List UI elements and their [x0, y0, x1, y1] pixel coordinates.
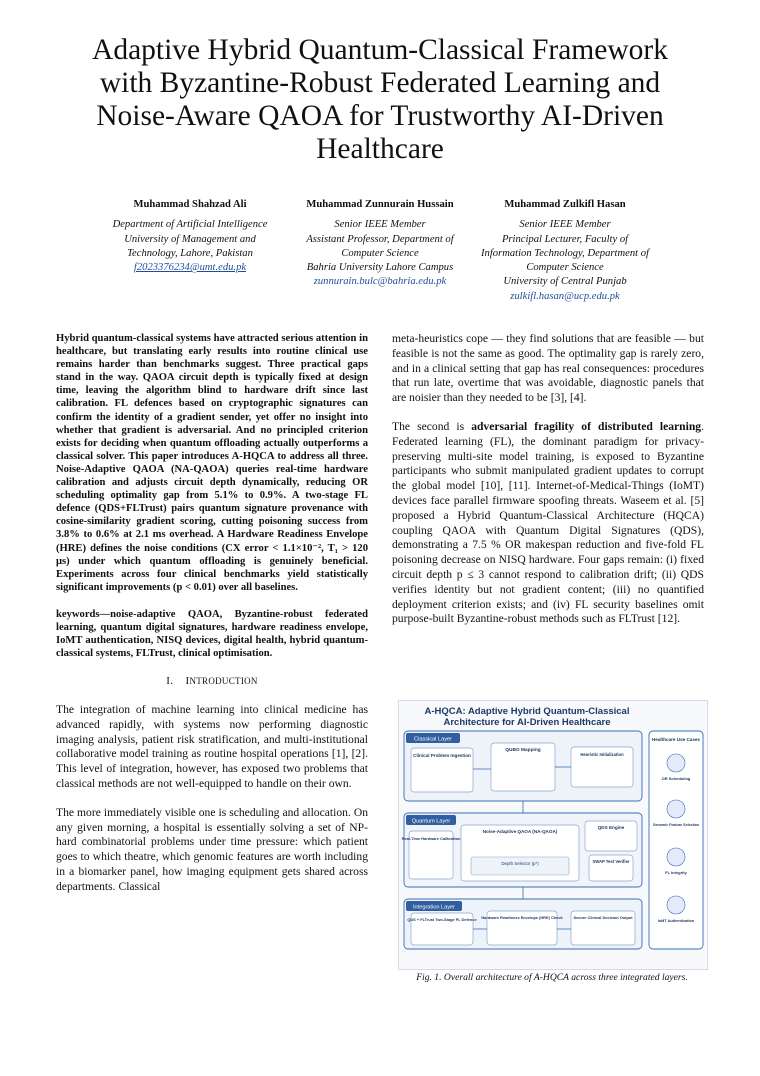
layer-label: Quantum Layer [411, 818, 451, 825]
author-block-1 [90, 198, 290, 275]
author-affiliation: Information Technology, Department of [481, 247, 649, 259]
box-label: QDS Engine [597, 825, 625, 830]
classical-layer-panel [404, 731, 642, 801]
author-affiliation: Assistant Professor, Department of [306, 233, 454, 245]
use-case-label: IoMT Authentication [657, 919, 695, 923]
author-affiliation: University of Central Punjab [503, 276, 627, 288]
section-rest: NTRODUCTION [189, 676, 258, 687]
architecture-figure [398, 700, 708, 970]
genomic-icon [667, 800, 685, 818]
author-affiliation: Principal Lecturer, Faculty of [501, 233, 629, 245]
use-case-label: FL Integrity [665, 870, 687, 875]
box-label: Hardware Readiness Envelope (HRE) Check [481, 915, 563, 920]
author-affiliation: University of Management and [124, 233, 256, 245]
or-scheduling-icon [667, 754, 685, 772]
title-line: Noise-Aware QAOA for Trustworthy AI-Driven [96, 100, 664, 132]
abstract: Hybrid quantum-classical systems have attracted serious attention in healthcare, but translating early results into routine clinical use remains harder than benchmarks suggest. Three practical gaps stand in the way. QAOA circuit depth is typically fixed at design time, leaving the algorithm blind to hardware drift since last calibration. FL defences based on cryptographic signatures can confirm the identity of a gradient sender, yet offer no insight into whether that gradient is adversarial. And no principled criterion exists for deciding when quantum offloading actually outperforms a classical solver. This paper introduces A-HQCA to address all three. Noise-Adaptive QAOA (NA-QAOA) queries real-time hardware calibration and adjusts circuit depth dynamically, reducing OR scheduling optimality gap from 5.1% to 0.9%. A two-stage FL defence (QDS+FLTrust) pairs quantum signature provenance with cosine-similarity gradient scoring, cutting poisoning success from 3.8% to 0.6% at 2.1 ms overhead. A Hardware Readiness Envelope (HRE) defines the noise conditions (CX error < 1.1×10⁻², T₁ > 120 μs) under which quantum offloading is genuinely beneficial. Experiments across four clinical benchmarks yield statistically significant improvements (p < 0.01) over all baselines. [56, 333, 368, 593]
panel-label: Healthcare Use Cases [651, 737, 701, 742]
figure-title-line: A-HQCA: Adaptive Hybrid Quantum-Classical [424, 706, 630, 717]
paper-title [40, 34, 720, 166]
author-block-3 [460, 198, 670, 304]
author-name: Muhammad Zunnurain Hussain [306, 199, 454, 210]
author-affiliation: Computer Science [526, 262, 604, 274]
author-email-link[interactable]: zunnurain.bulc@bahria.edu.pk [313, 276, 447, 288]
box-label: Depth Selector (p*) [501, 861, 539, 866]
author-email-link[interactable]: zulkifl.hasan@ucp.edu.pk [510, 290, 620, 302]
title-line: with Byzantine-Robust Federated Learning and [99, 67, 661, 99]
fl-integrity-icon [667, 848, 685, 866]
author-affiliation: Technology, Lahore, Pakistan [127, 247, 253, 259]
emphasis-text: adversarial fragility of distributed learning [471, 419, 702, 433]
box-label: Noise-Adaptive QAOA (NA-QAOA) [482, 829, 558, 834]
box-label: Secure Clinical Decision Output [573, 915, 633, 920]
use-case-label: OR Scheduling [661, 776, 691, 781]
body-paragraph: meta-heuristics cope — they find solutions that are feasible — but feasible is not the same as good. The optimality gap is rarely zero, and in a clinical setting that gap has real consequences: procedures that run late, overtime that was avoidable, diagnostic panels that are noisier than they needed to be [3], [4]. [392, 332, 704, 405]
title-line: Healthcare [316, 133, 444, 165]
figure-caption: Fig. 1. Overall architecture of A-HQCA across three integrated layers. [416, 972, 688, 983]
keywords: keywords—noise-adaptive QAOA, Byzantine-robust federated learning, quantum digital signatures, hardware readiness envelope, IoMT authentication, NISQ devices, digital health, hybrid quantum-classical systems, FLTrust, clinical optimisation. [56, 608, 368, 660]
depth-selector-box [471, 857, 569, 875]
lead-text: The second is [392, 419, 472, 433]
box-label: Real-Time Hardware Calibration [401, 836, 461, 841]
author-name: Muhammad Zulkifl Hasan [504, 199, 626, 210]
section-heading-introduction [56, 674, 368, 689]
title-line: Adaptive Hybrid Quantum-Classical Framework [92, 34, 668, 66]
use-cases-panel [649, 731, 703, 949]
author-affiliation: Computer Science [341, 247, 419, 259]
layer-label: Classical Layer [414, 736, 452, 743]
author-email-link[interactable]: f2023376234@umt.edu.pk [133, 262, 247, 274]
intro-paragraph: The more immediately visible one is scheduling and allocation. On any given morning, a hospital is essentially solving a set of NP-hard combinatorial problems under time pressure: which patient goes to which theatre, which genomic features are worth including in a biomarker panel, how imaging equipment gets shared across departments. Classical [56, 805, 368, 893]
author-name: Muhammad Shahzad Ali [133, 199, 247, 210]
use-case-label: Genomic Feature Selection [652, 823, 700, 827]
author-affiliation: Senior IEEE Member [334, 219, 426, 231]
box-label: SWAP Test Verifier [592, 859, 630, 864]
section-initial: I [185, 675, 190, 688]
layer-label: Integration Layer [413, 904, 455, 911]
quantum-layer-panel [402, 813, 642, 887]
box-label: QDS + FLTrust Two-Stage FL Defence [407, 917, 477, 922]
section-number: I. [166, 675, 174, 688]
integration-layer-panel [404, 899, 642, 949]
author-affiliation: Senior IEEE Member [519, 219, 611, 231]
architecture-diagram [399, 701, 707, 969]
author-affiliation: Bahria University Lahore Campus [306, 262, 454, 274]
box-label: QUBO Mapping [505, 748, 541, 753]
body-paragraph [392, 420, 704, 627]
author-block-2 [280, 198, 480, 290]
author-affiliation: Department of Artificial Intelligence [112, 219, 268, 231]
box-label: Heuristic Initialization [580, 752, 624, 757]
body-text: . Federated learning (FL), the dominant paradigm for privacy-preserving multi-site model training, is exposed to Byzantine participants who submit manipulated gradient updates to corrupt the global model [10], [11]. Internet-of-Medical-Things (IoMT) devices face parallel firmware spoofing threats. Waseem et al. [5] proposed a Hybrid Quantum-Classical Architecture (HQCA) coupling QAOA with Quantum Digital Signatures (QDS), demonstrating a 7.5 % OR makespan reduction and five-fold FL poisoning decrease on NISQ hardware. Four gaps remain: (i) fixed circuit depth p ≤ 3 cannot respond to calibration drift; (ii) QDS verifies identity but not gradient content; (iii) no quantified deployment criterion exists; and (iv) FL security baselines omit purpose-built Byzantine-robust methods such as FLTrust [12]. [392, 419, 704, 626]
box-label: Clinical Problem Ingestion [413, 753, 471, 758]
iomt-shield-icon [667, 896, 685, 914]
right-column [392, 332, 704, 641]
figure-title-line: Architecture for AI-Driven Healthcare [443, 717, 611, 728]
intro-paragraph: The integration of machine learning into clinical medicine has advanced rapidly, with systems now performing diagnostic imaging analysis, patient risk stratification, and multi-institutional collaborative model training as routine hospital operations [1], [2]. This level of integration, however, has exposed two problems that classical methods are not well-equipped to handle on their own. [56, 703, 368, 791]
left-column [56, 332, 368, 909]
